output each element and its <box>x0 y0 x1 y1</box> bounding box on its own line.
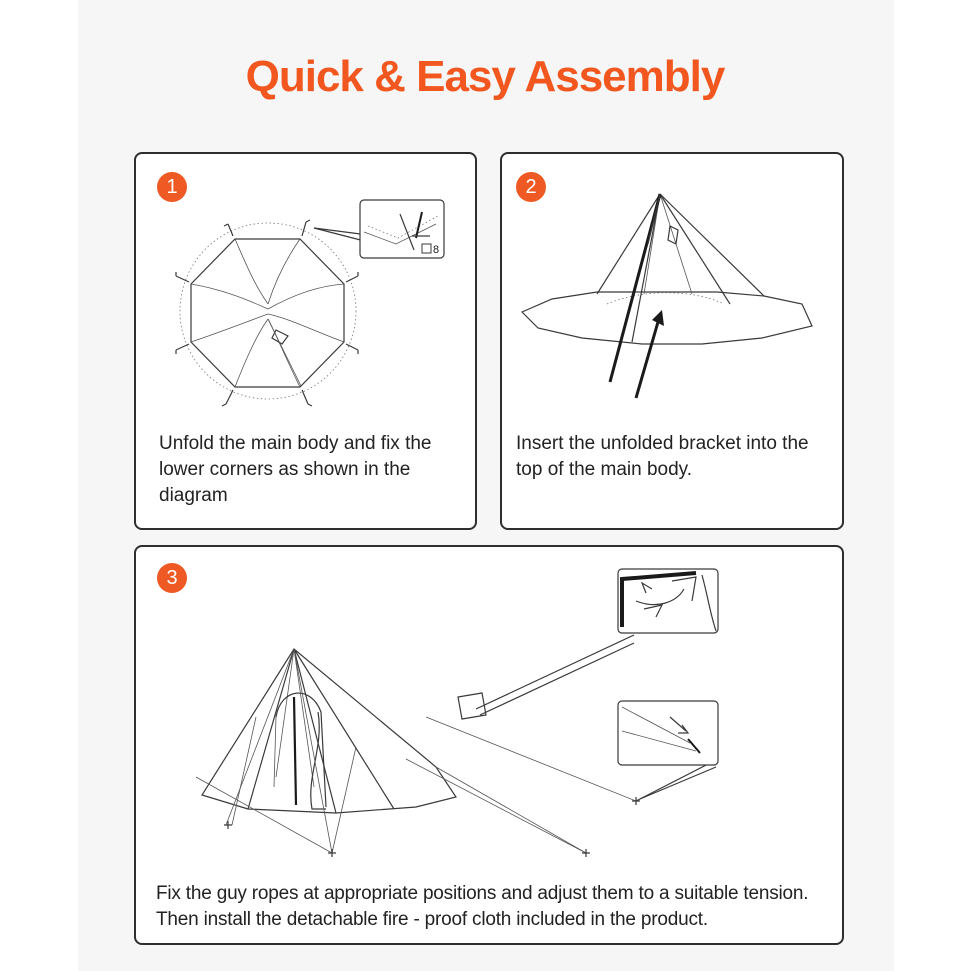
tent-unfolded-diagram-icon <box>136 154 479 414</box>
step-2-text: Insert the unfolded bracket into the top of the main body. <box>516 433 809 480</box>
step-1-number-badge: 1 <box>157 172 187 202</box>
step-3-text: Fix the guy ropes at appropriate positions and adjust them to a suitable tension. Then install the detachable fire - proof cloth included in the product. <box>156 883 809 930</box>
step-2-card <box>500 152 844 530</box>
vent-detail-inset-icon <box>618 569 718 633</box>
page-title: Quick & Easy Assembly <box>245 52 725 101</box>
step-2-number-badge: 2 <box>516 172 546 202</box>
guy-rope-detail-inset-icon <box>618 701 718 765</box>
tent-pitched-diagram-icon <box>136 547 846 887</box>
step-1-card <box>134 152 477 530</box>
step-3-card <box>134 545 844 945</box>
inset-stake-count: 8 <box>433 244 440 256</box>
step-3-number-badge: 3 <box>157 563 187 593</box>
tent-pole-insert-diagram-icon <box>502 154 846 414</box>
step-1-text: Unfold the main body and fix the lower corners as shown in the diagram <box>159 433 432 506</box>
